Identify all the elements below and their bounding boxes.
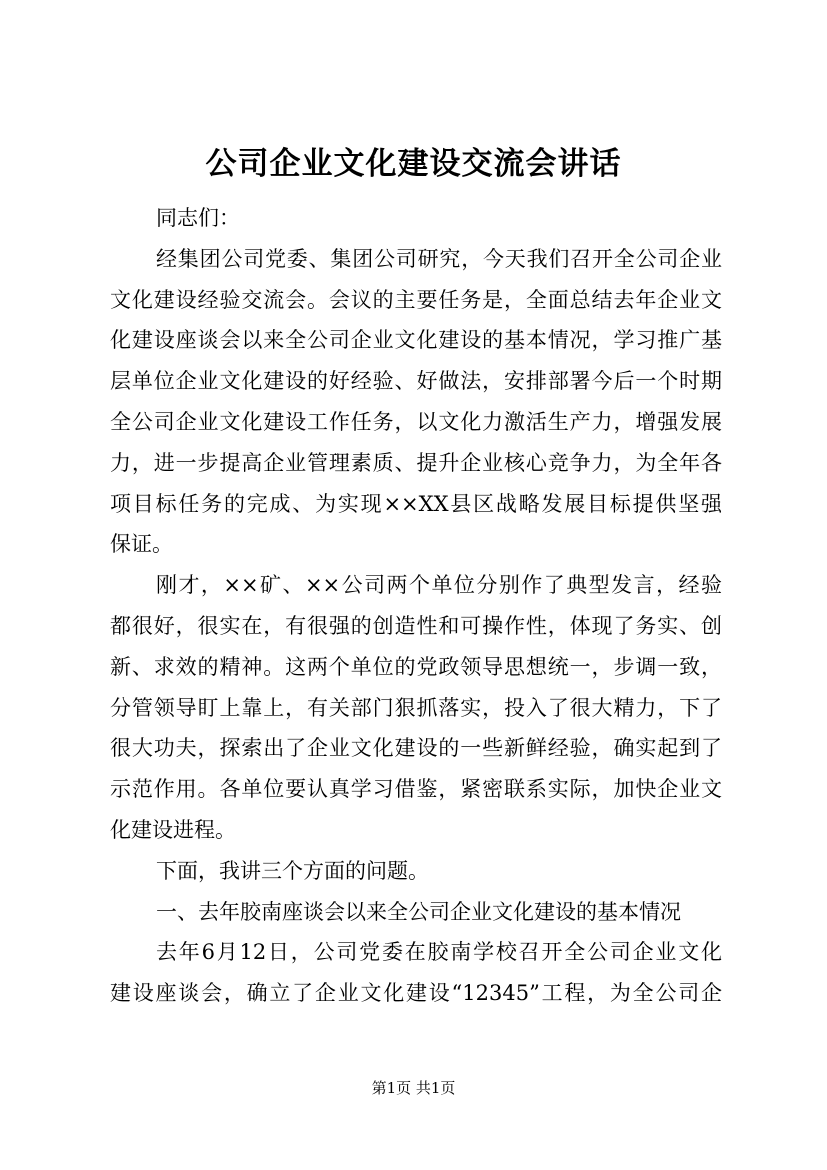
document-title: 公司企业文化建设交流会讲话	[205, 146, 622, 182]
paragraph-line: 经集团公司党委、集团公司研究，今天我们召开全公司企业	[156, 246, 722, 271]
paragraph-line: 文化建设经验交流会。会议的主要任务是，全面总结去年企业文	[110, 287, 722, 312]
paragraph-line: 下面，我讲三个方面的问题。	[156, 858, 429, 883]
paragraph-line: 化建设座谈会以来全公司企业文化建设的基本情况，学习推广基	[110, 328, 722, 353]
paragraph-line: 分管领导盯上靠上，有关部门狠抓落实，投入了很大精力，下了	[110, 695, 722, 720]
document-body	[110, 198, 722, 1014]
paragraph-line: 保证。	[110, 532, 173, 557]
page-footer: 第1页 共1页	[371, 1079, 456, 1097]
paragraph-line: 全公司企业文化建设工作任务，以文化力激活生产力，增强发展	[110, 409, 722, 434]
paragraph-line: 建设座谈会，确立了企业文化建设“12345”工程，为全公司企	[110, 981, 722, 1006]
paragraph-line: 都很好，很实在，有很强的创造性和可操作性，体现了务实、创	[110, 613, 722, 638]
paragraph-line: 刚才，××矿、××公司两个单位分别作了典型发言，经验	[156, 573, 722, 598]
salutation-line: 同志们：	[156, 206, 240, 230]
paragraph-line: 去年6月12日，公司党委在胶南学校召开全公司企业文化	[156, 940, 722, 965]
paragraph-line: 项目标任务的完成、为实现××XX县区战略发展目标提供坚强	[110, 491, 722, 516]
paragraph-line: 化建设进程。	[110, 817, 236, 842]
paragraph-line: 层单位企业文化建设的好经验、好做法，安排部署今后一个时期	[110, 369, 722, 394]
section-heading: 一、去年胶南座谈会以来全公司企业文化建设的基本情况	[156, 899, 681, 924]
paragraph-line: 很大功夫，探索出了企业文化建设的一些新鲜经验，确实起到了	[110, 736, 722, 761]
paragraph-line: 力，进一步提高企业管理素质、提升企业核心竞争力，为全年各	[110, 450, 722, 475]
paragraph-line: 新、求效的精神。这两个单位的党政领导思想统一，步调一致，	[110, 654, 722, 679]
paragraph-line: 示范作用。各单位要认真学习借鉴，紧密联系实际，加快企业文	[110, 777, 722, 802]
